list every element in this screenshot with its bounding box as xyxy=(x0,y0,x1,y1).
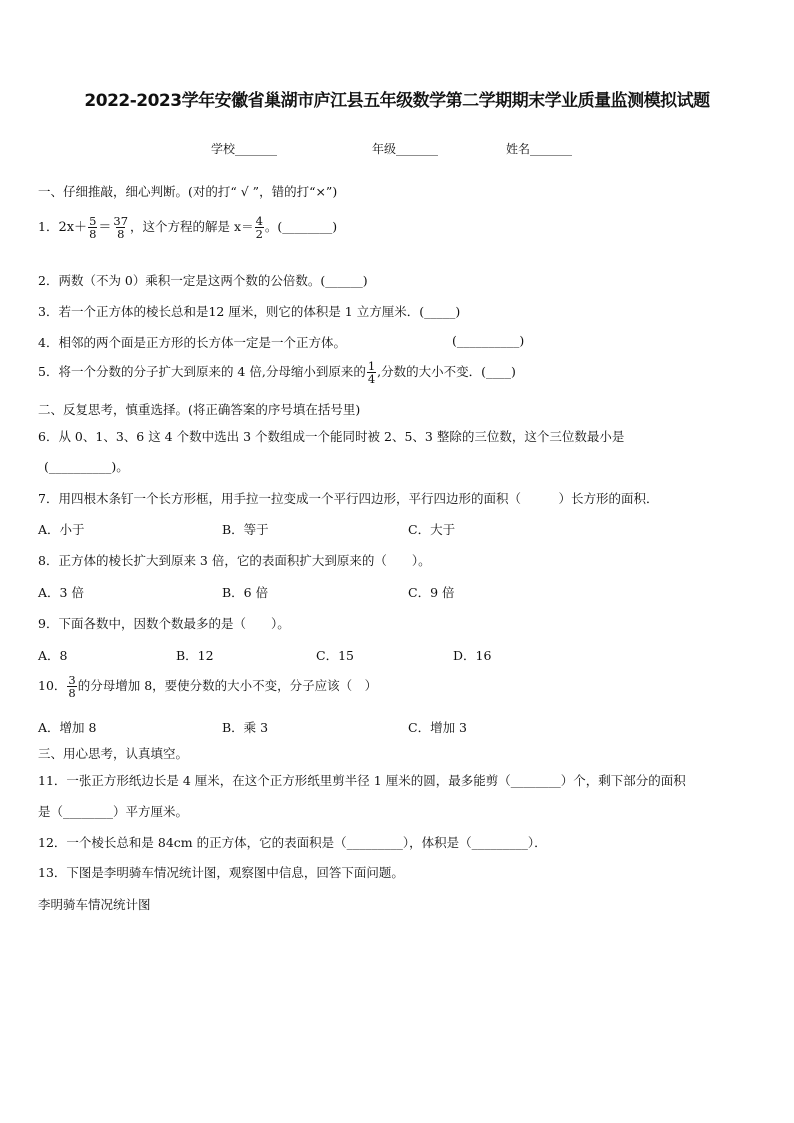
question-11: 11．一张正方形纸边长是 4 厘米，在这个正方形纸里剪半径 1 厘米的圆，最多能剪（________）个，剩下部分的面积 xyxy=(38,773,686,788)
question-9: 9．下面各数中，因数个数最多的是（ ）。 xyxy=(38,616,290,631)
page-title: 2022-2023学年安徽省巢湖市庐江县五年级数学第二学期期末学业质量监测模拟试题 xyxy=(84,91,710,111)
q1-f1-denominator: 8 xyxy=(89,227,97,241)
q1-answer-blank: 。(________) xyxy=(264,219,338,234)
question-4: 4．相邻的两个面是正方形的长方体一定是一个正方体。 xyxy=(38,335,346,350)
q10-denominator: 8 xyxy=(68,686,76,700)
q10-fraction xyxy=(67,674,76,699)
question-6: 6．从 0、1、3、6 这 4 个数中选出 3 个数组成一个能同时被 2、5、3 整除的三位数，这个三位数最小是 xyxy=(38,429,625,444)
question-6-blank: (__________)。 xyxy=(44,459,129,474)
q5-text-pre: 5．将一个分数的分子扩大到原来的 4 倍,分母缩小到原来的 xyxy=(38,364,366,379)
section-1-heading: 一、仔细推敲，细心判断。(对的打“ √ ”，错的打“×”) xyxy=(38,184,338,199)
chart-caption: 李明骑车情况统计图 xyxy=(38,897,151,912)
q1-fraction-1 xyxy=(88,215,97,240)
q9-option-b: B．12 xyxy=(176,648,214,663)
q10-option-a: A．增加 8 xyxy=(38,720,97,735)
q1-number: 1． xyxy=(38,219,59,234)
section-3-heading: 三、用心思考，认真填空。 xyxy=(38,746,189,761)
q10-option-b: B．乘 3 xyxy=(222,720,269,735)
question-11-cont: 是（________）平方厘米。 xyxy=(38,804,189,819)
question-2: 2．两数（不为 0）乘积一定是这两个数的公倍数。(______) xyxy=(38,273,368,288)
q9-option-a: A．8 xyxy=(38,648,68,663)
q1-f2-numerator: 37 xyxy=(113,214,129,228)
name-field: 姓名_______ xyxy=(506,142,573,156)
question-10 xyxy=(38,674,377,699)
q5-denominator: 4 xyxy=(367,372,376,386)
q1-f2-denominator: 8 xyxy=(117,227,125,241)
question-8: 8．正方体的棱长扩大到原来 3 倍，它的表面积扩大到原来的（ ）。 xyxy=(38,553,431,568)
q1-expr-pre: 2x＋ xyxy=(58,220,88,235)
q7-option-a: A．小于 xyxy=(38,522,85,537)
q1-f3-numerator: 4 xyxy=(255,214,263,228)
q10-numerator: 3 xyxy=(68,673,76,687)
q10-option-c: C．增加 3 xyxy=(408,720,467,735)
q7-option-c: C．大于 xyxy=(408,522,456,537)
q5-text-post: ,分数的大小不变．(____) xyxy=(377,364,516,379)
q1-f3-denominator: 2 xyxy=(255,227,263,241)
question-12: 12．一个棱长总和是 84cm 的正方体，它的表面积是（_________），体积是（_________）． xyxy=(38,835,547,850)
q1-fraction-2 xyxy=(112,215,129,240)
question-1 xyxy=(38,215,337,240)
q8-option-a: A．3 倍 xyxy=(38,585,84,600)
q1-equals: ＝ xyxy=(98,220,112,235)
q8-option-b: B．6 倍 xyxy=(222,585,269,600)
q1-fraction-3 xyxy=(255,215,264,240)
q1-mid-text: ，这个方程的解是 x＝ xyxy=(130,219,254,234)
question-5 xyxy=(38,360,516,385)
q8-option-c: C．9 倍 xyxy=(408,585,455,600)
section-2-heading: 二、反复思考，慎重选择。(将正确答案的序号填在括号里) xyxy=(38,402,361,417)
q5-fraction xyxy=(367,360,376,385)
q9-option-c: C．15 xyxy=(316,648,354,663)
question-4-blank: (__________) xyxy=(452,333,525,348)
q1-f1-numerator: 5 xyxy=(89,214,97,228)
school-field: 学校_______ xyxy=(211,142,278,156)
q10-number: 10． xyxy=(38,678,67,693)
question-13: 13．下图是李明骑车情况统计图，观察图中信息，回答下面问题。 xyxy=(38,865,404,880)
question-7: 7．用四根木条钉一个长方形框，用手拉一拉变成一个平行四边形，平行四边形的面积（ ）长方形的面积． xyxy=(38,491,659,506)
grade-field: 年级_______ xyxy=(372,142,439,156)
question-3: 3．若一个正方体的棱长总和是12 厘米，则它的体积是 1 立方厘米．(_____) xyxy=(38,304,461,319)
q7-option-b: B．等于 xyxy=(222,522,269,537)
q5-numerator: 1 xyxy=(367,359,376,373)
q10-text: 的分母增加 8，要使分数的大小不变，分子应该（ ） xyxy=(77,678,378,693)
q9-option-d: D．16 xyxy=(453,648,492,663)
